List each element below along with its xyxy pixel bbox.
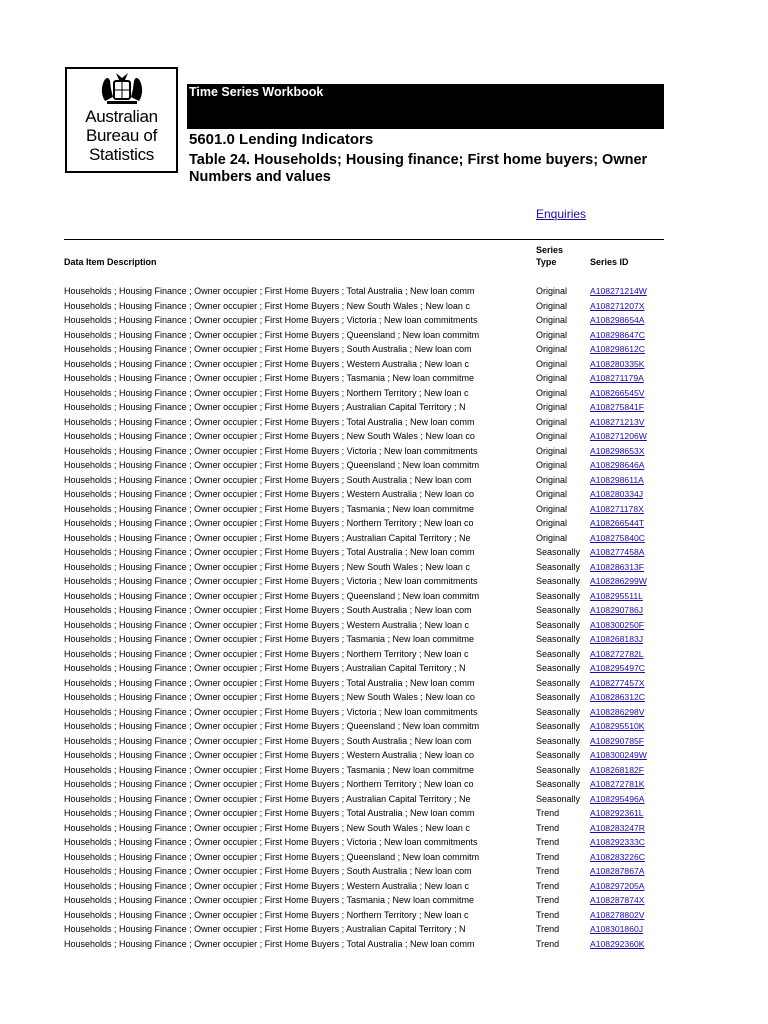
data-item-description: Households ; Housing Finance ; Owner occupier ; First Home Buyers ; South Australia ; New loan com <box>64 605 472 615</box>
table-row <box>64 487 684 502</box>
table-row <box>64 328 684 343</box>
series-type: Seasonally <box>536 547 581 557</box>
series-type: Original <box>536 344 568 354</box>
enquiries-link[interactable]: Enquiries <box>536 207 587 221</box>
catalogue-title: 5601.0 Lending Indicators <box>189 131 374 148</box>
series-type: Seasonally <box>536 793 581 804</box>
series-type: Seasonally <box>536 634 581 644</box>
table-row <box>64 386 684 401</box>
series-id-link[interactable]: A108272782L <box>590 648 644 659</box>
table-row <box>64 748 684 763</box>
table-row <box>64 879 684 894</box>
series-id-link[interactable]: A108290785F <box>590 735 644 746</box>
table-row <box>64 545 684 560</box>
series-id-link[interactable]: A108283226C <box>590 851 645 862</box>
table-row <box>64 647 684 662</box>
table-row <box>64 922 684 937</box>
series-type: Seasonally <box>536 561 581 572</box>
table-row <box>64 618 684 633</box>
series-type: Trend <box>536 880 560 891</box>
table-row <box>64 473 684 488</box>
column-header-series-id: Series ID <box>590 257 629 267</box>
table-row <box>64 531 684 546</box>
data-item-description: Households ; Housing Finance ; Owner occupier ; First Home Buyers ; Western Australia ; New loan co <box>64 750 475 760</box>
series-id-link[interactable]: A108286312C <box>590 692 645 702</box>
series-type: Original <box>536 315 568 325</box>
data-item-description: Households ; Housing Finance ; Owner occupier ; First Home Buyers ; Tasmania ; New loan commitme <box>64 895 474 905</box>
data-item-description: Households ; Housing Finance ; Owner occupier ; First Home Buyers ; Victoria ; New loan commitments <box>64 706 478 717</box>
table-row <box>64 429 684 444</box>
series-type: Trend <box>536 851 560 862</box>
series-id-link[interactable]: A108268182F <box>590 764 644 775</box>
series-id-link[interactable]: A108300249W <box>590 750 647 760</box>
table-title <box>189 152 669 185</box>
series-id-link[interactable]: A108286299W <box>590 576 647 586</box>
series-type-header-line-1: Series <box>536 245 564 255</box>
series-id-link[interactable]: A108283247R <box>590 822 645 833</box>
series-id-link[interactable]: A108297205A <box>590 880 645 891</box>
series-type: Original <box>536 402 568 412</box>
series-id-link[interactable]: A108277458A <box>590 547 645 557</box>
data-item-description: Households ; Housing Finance ; Owner occupier ; First Home Buyers ; Queensland ; New loan commitm <box>64 460 480 470</box>
banner-label: Time Series Workbook <box>189 85 324 99</box>
series-type: Original <box>536 300 568 311</box>
series-type: Seasonally <box>536 648 581 659</box>
table-title-line-2: Numbers and values <box>189 168 331 185</box>
table-row <box>64 502 684 517</box>
series-type: Trend <box>536 866 560 876</box>
series-table <box>64 284 684 951</box>
data-item-description: Households ; Housing Finance ; Owner occupier ; First Home Buyers ; Tasmania ; New loan commitme <box>64 373 474 383</box>
coat-of-arms-icon <box>97 71 147 107</box>
series-id-link[interactable]: A108272781K <box>590 779 645 789</box>
series-id-link[interactable]: A108271213V <box>590 416 645 427</box>
series-id-link[interactable]: A108275840C <box>590 532 645 543</box>
series-id-link[interactable]: A108298611A <box>590 474 644 485</box>
series-type: Seasonally <box>536 677 581 688</box>
series-id-link[interactable]: A108292360K <box>590 938 645 949</box>
data-item-description: Households ; Housing Finance ; Owner occupier ; First Home Buyers ; Northern Territory ; New loan c <box>64 648 469 659</box>
series-type: Original <box>536 431 568 441</box>
column-header-description: Data Item Description <box>64 257 157 267</box>
data-item-description: Households ; Housing Finance ; Owner occupier ; First Home Buyers ; Total Australia ; New loan comm <box>64 547 475 557</box>
series-id-link[interactable]: A108280335K <box>590 358 645 369</box>
data-item-description: Households ; Housing Finance ; Owner occupier ; First Home Buyers ; South Australia ; New loan com <box>64 735 472 746</box>
data-item-description: Households ; Housing Finance ; Owner occupier ; First Home Buyers ; Queensland ; New loan commitm <box>64 851 480 862</box>
data-item-description: Households ; Housing Finance ; Owner occupier ; First Home Buyers ; New South Wales ; New loan c <box>64 300 470 311</box>
table-row <box>64 313 684 328</box>
series-id-link[interactable]: A108292333C <box>590 837 645 847</box>
series-type: Seasonally <box>536 721 581 731</box>
table-row <box>64 893 684 908</box>
series-id-link[interactable]: A108286313F <box>590 561 644 572</box>
table-row <box>64 357 684 372</box>
series-type: Seasonally <box>536 692 581 702</box>
series-type: Trend <box>536 924 560 934</box>
table-row <box>64 574 684 589</box>
series-type: Original <box>536 474 568 485</box>
series-id-link[interactable]: A108287874X <box>590 895 645 905</box>
column-header-series-type <box>536 244 563 268</box>
table-row <box>64 908 684 923</box>
table-row <box>64 444 684 459</box>
series-type: Seasonally <box>536 663 581 673</box>
logo-line-2: Bureau of <box>85 126 158 145</box>
table-row <box>64 734 684 749</box>
series-type: Original <box>536 503 568 514</box>
table-row <box>64 415 684 430</box>
series-id-link[interactable]: A108301860J <box>590 924 644 934</box>
series-id-link[interactable]: A108266545V <box>590 387 645 398</box>
series-type: Seasonally <box>536 779 581 789</box>
data-item-description: Households ; Housing Finance ; Owner occupier ; First Home Buyers ; Victoria ; New loan commitments <box>64 576 478 586</box>
series-type: Trend <box>536 822 560 833</box>
data-item-description: Households ; Housing Finance ; Owner occupier ; First Home Buyers ; Queensland ; New loan commitm <box>64 329 480 340</box>
series-type: Seasonally <box>536 576 581 586</box>
table-row <box>64 342 684 357</box>
data-item-description: Households ; Housing Finance ; Owner occupier ; First Home Buyers ; Total Australia ; New loan comm <box>64 938 475 949</box>
table-row <box>64 821 684 836</box>
series-type: Seasonally <box>536 605 581 615</box>
table-row <box>64 371 684 386</box>
logo-line-3: Statistics <box>88 145 155 164</box>
data-item-description: Households ; Housing Finance ; Owner occupier ; First Home Buyers ; Australian Capital Territory ; N <box>64 402 466 412</box>
series-id-link[interactable]: A108300250F <box>590 619 644 630</box>
data-item-description: Households ; Housing Finance ; Owner occupier ; First Home Buyers ; Northern Territory ; New loan co <box>64 779 474 789</box>
data-item-description: Households ; Housing Finance ; Owner occupier ; First Home Buyers ; South Australia ; New loan com <box>64 474 472 485</box>
series-type: Trend <box>536 808 560 818</box>
data-item-description: Households ; Housing Finance ; Owner occupier ; First Home Buyers ; South Australia ; New loan com <box>64 344 472 354</box>
series-id-link[interactable]: A108277457X <box>590 677 645 688</box>
data-item-description: Households ; Housing Finance ; Owner occupier ; First Home Buyers ; Victoria ; New loan commitments <box>64 445 478 456</box>
data-item-description: Households ; Housing Finance ; Owner occupier ; First Home Buyers ; Australian Capital Territory ; Ne <box>64 793 471 804</box>
table-row <box>64 864 684 879</box>
logo-line-1: Australian <box>85 107 158 126</box>
table-row <box>64 835 684 850</box>
table-row <box>64 560 684 575</box>
table-row <box>64 937 684 952</box>
series-id-link[interactable]: A108298646A <box>590 460 645 470</box>
data-item-description: Households ; Housing Finance ; Owner occupier ; First Home Buyers ; Queensland ; New loan commitm <box>64 721 480 731</box>
data-item-description: Households ; Housing Finance ; Owner occupier ; First Home Buyers ; Victoria ; New loan commitments <box>64 837 478 847</box>
table-row <box>64 777 684 792</box>
table-row <box>64 516 684 531</box>
table-row <box>64 850 684 865</box>
data-item-description: Households ; Housing Finance ; Owner occupier ; First Home Buyers ; Total Australia ; New loan comm <box>64 286 475 296</box>
data-item-description: Households ; Housing Finance ; Owner occupier ; First Home Buyers ; Australian Capital Territory ; N <box>64 924 466 934</box>
table-row <box>64 603 684 618</box>
series-id-link[interactable]: A108290786J <box>590 605 644 615</box>
data-item-description: Households ; Housing Finance ; Owner occupier ; First Home Buyers ; Northern Territory ; New loan co <box>64 518 474 528</box>
series-id-link[interactable]: A108278802V <box>590 909 645 920</box>
series-id-link[interactable]: A108266544T <box>590 518 644 528</box>
series-type: Trend <box>536 895 560 905</box>
series-type: Seasonally <box>536 764 581 775</box>
table-row <box>64 632 684 647</box>
data-item-description: Households ; Housing Finance ; Owner occupier ; First Home Buyers ; Total Australia ; New loan comm <box>64 808 475 818</box>
series-id-link[interactable]: A108298612C <box>590 344 645 354</box>
series-id-link[interactable]: A108271207X <box>590 300 645 311</box>
data-item-description: Households ; Housing Finance ; Owner occupier ; First Home Buyers ; Tasmania ; New loan commitme <box>64 634 474 644</box>
data-item-description: Households ; Housing Finance ; Owner occupier ; First Home Buyers ; New South Wales ; New loan co <box>64 431 475 441</box>
series-type: Seasonally <box>536 750 581 760</box>
table-row <box>64 763 684 778</box>
series-type: Original <box>536 445 568 456</box>
data-item-description: Households ; Housing Finance ; Owner occupier ; First Home Buyers ; Tasmania ; New loan commitme <box>64 764 474 775</box>
data-item-description: Households ; Housing Finance ; Owner occupier ; First Home Buyers ; Australian Capital Territory ; Ne <box>64 532 471 543</box>
series-id-link[interactable]: A108298654A <box>590 315 645 325</box>
table-row <box>64 690 684 705</box>
series-id-link[interactable]: A108295497C <box>590 663 645 673</box>
data-item-description: Households ; Housing Finance ; Owner occupier ; First Home Buyers ; Northern Territory ; New loan c <box>64 909 469 920</box>
data-item-description: Households ; Housing Finance ; Owner occupier ; First Home Buyers ; Total Australia ; New loan comm <box>64 416 475 427</box>
series-id-link[interactable]: A108268183J <box>590 634 644 644</box>
series-type: Seasonally <box>536 619 581 630</box>
series-type: Seasonally <box>536 590 581 601</box>
series-type-header-line-2: Type <box>536 257 557 267</box>
series-id-link[interactable]: A108295496A <box>590 793 645 804</box>
data-item-description: Households ; Housing Finance ; Owner occupier ; First Home Buyers ; Tasmania ; New loan commitme <box>64 503 474 514</box>
series-type: Original <box>536 373 568 383</box>
series-id-link[interactable]: A108295510K <box>590 721 645 731</box>
series-id-link[interactable]: A108295511L <box>590 590 643 601</box>
data-item-description: Households ; Housing Finance ; Owner occupier ; First Home Buyers ; Western Australia ; New loan c <box>64 880 470 891</box>
data-item-description: Households ; Housing Finance ; Owner occupier ; First Home Buyers ; Western Australia ; New loan co <box>64 489 475 499</box>
table-row <box>64 719 684 734</box>
table-row <box>64 458 684 473</box>
series-type: Original <box>536 532 568 543</box>
series-id-link[interactable]: A108298647C <box>590 329 645 340</box>
table-row <box>64 284 684 299</box>
series-type: Seasonally <box>536 735 581 746</box>
series-type: Original <box>536 416 568 427</box>
series-type: Seasonally <box>536 706 581 717</box>
series-id-link[interactable]: A108271178X <box>590 503 644 514</box>
data-item-description: Households ; Housing Finance ; Owner occupier ; First Home Buyers ; Northern Territory ; New loan c <box>64 387 469 398</box>
header-divider <box>64 239 664 240</box>
series-type: Original <box>536 286 568 296</box>
series-id-link[interactable]: A108286298V <box>590 706 645 717</box>
series-id-link[interactable]: A108280334J <box>590 489 644 499</box>
table-row <box>64 661 684 676</box>
series-id-link[interactable]: A108275841F <box>590 402 644 412</box>
table-row <box>64 792 684 807</box>
series-id-link[interactable]: A108271214W <box>590 286 647 296</box>
data-item-description: Households ; Housing Finance ; Owner occupier ; First Home Buyers ; New South Wales ; New loan co <box>64 692 475 702</box>
series-id-link[interactable]: A108271206W <box>590 431 647 441</box>
table-row <box>64 806 684 821</box>
data-item-description: Households ; Housing Finance ; Owner occupier ; First Home Buyers ; New South Wales ; New loan c <box>64 822 470 833</box>
table-row <box>64 589 684 604</box>
series-type: Original <box>536 489 568 499</box>
data-item-description: Households ; Housing Finance ; Owner occupier ; First Home Buyers ; Australian Capital Territory ; N <box>64 663 466 673</box>
data-item-description: Households ; Housing Finance ; Owner occupier ; First Home Buyers ; Western Australia ; New loan c <box>64 619 470 630</box>
series-type: Original <box>536 460 568 470</box>
series-type: Trend <box>536 837 560 847</box>
series-type: Original <box>536 518 568 528</box>
series-type: Original <box>536 387 568 398</box>
series-type: Trend <box>536 909 560 920</box>
table-title-line-1: Table 24. Households; Housing finance; First home buyers; Owner <box>189 152 648 168</box>
table-row <box>64 299 684 314</box>
series-id-link[interactable]: A108287867A <box>590 866 645 876</box>
table-row <box>64 400 684 415</box>
series-id-link[interactable]: A108271179A <box>590 373 644 383</box>
table-row <box>64 705 684 720</box>
data-item-description: Households ; Housing Finance ; Owner occupier ; First Home Buyers ; New South Wales ; New loan c <box>64 561 470 572</box>
workbook-banner <box>187 84 664 129</box>
data-item-description: Households ; Housing Finance ; Owner occupier ; First Home Buyers ; Queensland ; New loan commitm <box>64 590 480 601</box>
series-id-link[interactable]: A108292361L <box>590 808 644 818</box>
data-item-description: Households ; Housing Finance ; Owner occupier ; First Home Buyers ; South Australia ; New loan com <box>64 866 472 876</box>
abs-logo <box>65 67 178 173</box>
table-row <box>64 676 684 691</box>
data-item-description: Households ; Housing Finance ; Owner occupier ; First Home Buyers ; Total Australia ; New loan comm <box>64 677 475 688</box>
series-type: Original <box>536 329 568 340</box>
data-item-description: Households ; Housing Finance ; Owner occupier ; First Home Buyers ; Western Australia ; New loan c <box>64 358 470 369</box>
series-type: Original <box>536 358 568 369</box>
data-item-description: Households ; Housing Finance ; Owner occupier ; First Home Buyers ; Victoria ; New loan commitments <box>64 315 478 325</box>
series-id-link[interactable]: A108298653X <box>590 445 645 456</box>
series-type: Trend <box>536 938 560 949</box>
